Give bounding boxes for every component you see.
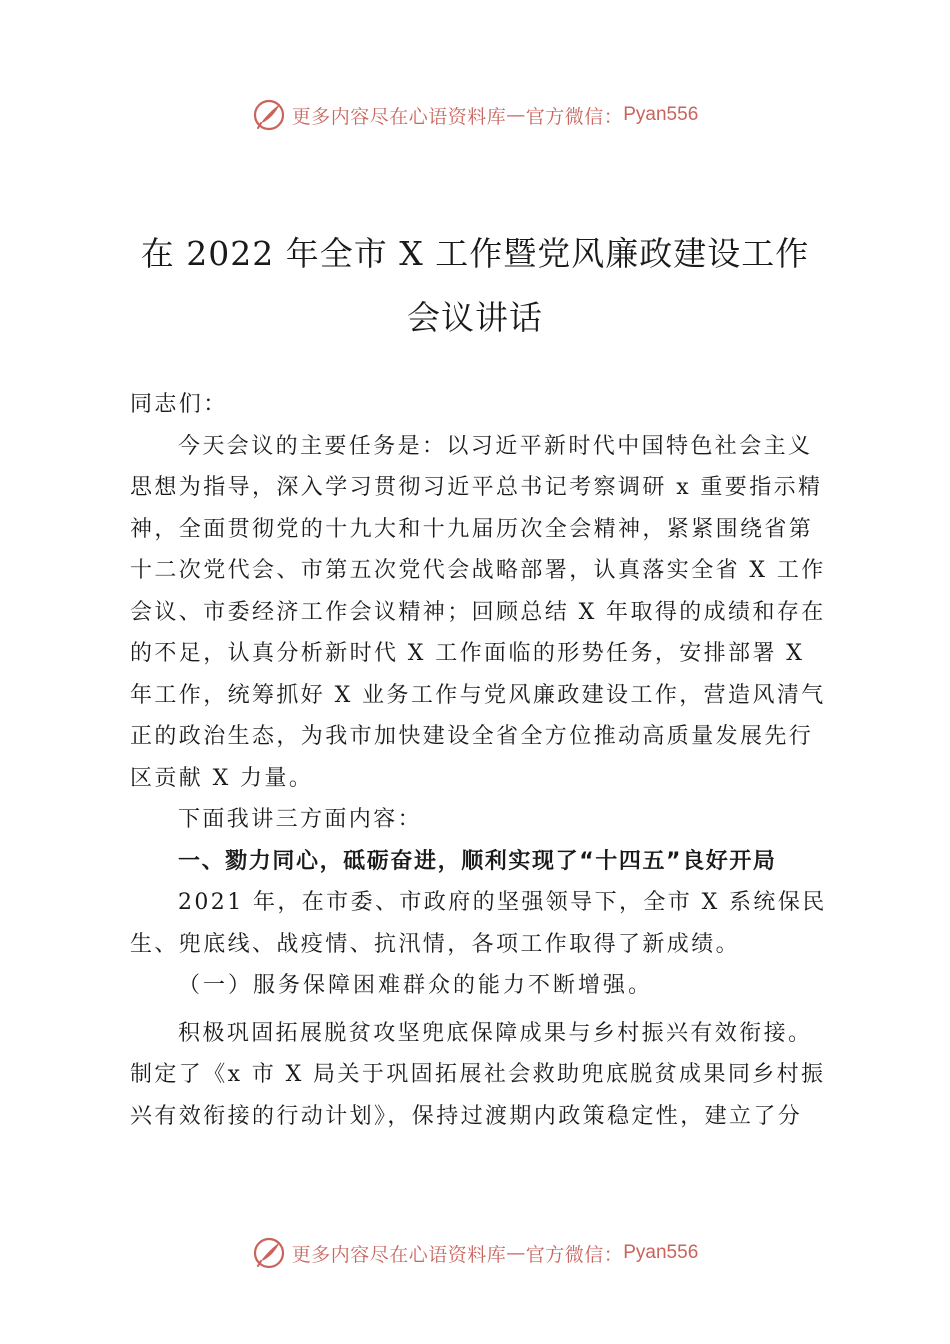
- section-heading-1: 一、勠力同心，砥砺奋进，顺利实现了“十四五”良好开局: [178, 848, 777, 874]
- paragraph-4-line: 积极巩固拓展脱贫攻坚兜底保障成果与乡村振兴有效衔接。: [178, 1020, 813, 1046]
- watermark-wechat-id: Pyan556: [623, 104, 699, 125]
- watermark-text: 更多内容尽在心语资料库: [291, 1243, 507, 1266]
- watermark-text: 更多内容尽在心语资料库: [291, 105, 507, 128]
- watermark-wechat-label: 官方微信：: [525, 105, 624, 128]
- quill-pen-logo-icon: [252, 1236, 286, 1270]
- paragraph-1-line: 正的政治生态，为我市加快建设全省全方位推动高质量发展先行: [130, 724, 814, 749]
- subsection-heading-1: （一）服务保障困难群众的能力不断增强。: [178, 973, 654, 998]
- watermark-wechat-label: 官方微信：: [525, 1243, 624, 1266]
- document-body: [130, 384, 830, 1137]
- watermark-separator: —: [506, 104, 526, 126]
- document-title-line-1: 在 2022 年全市 X 工作暨党风廉政建设工作: [140, 234, 810, 273]
- paragraph-1-line: 区贡献 X 力量。: [130, 765, 314, 791]
- salutation: 同志们：: [130, 392, 228, 417]
- quill-pen-logo-icon: [252, 98, 286, 132]
- footer-watermark: [0, 1233, 950, 1273]
- watermark-separator: —: [506, 1242, 526, 1264]
- document-title-line-2: 会议讲话: [407, 298, 543, 337]
- paragraph-3-line: 生、兜底线、战疫情、抗汛情，各项工作取得了新成绩。: [130, 931, 741, 957]
- paragraph-4-line: 制定了《x 市 X 局关于巩固拓展社会救助兜底脱贫成果同乡村振: [130, 1062, 826, 1087]
- paragraph-1-line: 年工作，统筹抓好 X 业务工作与党风廉政建设工作，营造风清气: [130, 682, 826, 708]
- paragraph-3-line: 2021 年，在市委、市政府的坚强领导下，全市 X 系统保民: [178, 890, 827, 915]
- paragraph-1-line: 的不足，认真分析新时代 X 工作面临的形势任务，安排部署 X: [130, 641, 805, 666]
- paragraph-4-line: 兴有效衔接的行动计划》，保持过渡期内政策稳定性，建立了分: [130, 1103, 803, 1129]
- header-watermark: [0, 95, 950, 135]
- paragraph-1-line: 十二次党代会、市第五次党代会战略部署，认真落实全省 X 工作: [130, 558, 826, 583]
- paragraph-1-line: 思想为指导，深入学习贯彻习近平总书记考察调研 x 重要指示精: [130, 475, 823, 500]
- watermark-wechat-id: Pyan556: [623, 1242, 699, 1263]
- paragraph-2: 下面我讲三方面内容：: [178, 807, 423, 832]
- paragraph-1-line: 神，全面贯彻党的十九大和十九届历次全会精神，紧紧围绕省第: [130, 516, 814, 542]
- paragraph-1-line: 今天会议的主要任务是：以习近平新时代中国特色社会主义: [178, 433, 813, 459]
- paragraph-1-line: 会议、市委经济工作会议精神；回顾总结 X 年取得的成绩和存在: [130, 599, 826, 625]
